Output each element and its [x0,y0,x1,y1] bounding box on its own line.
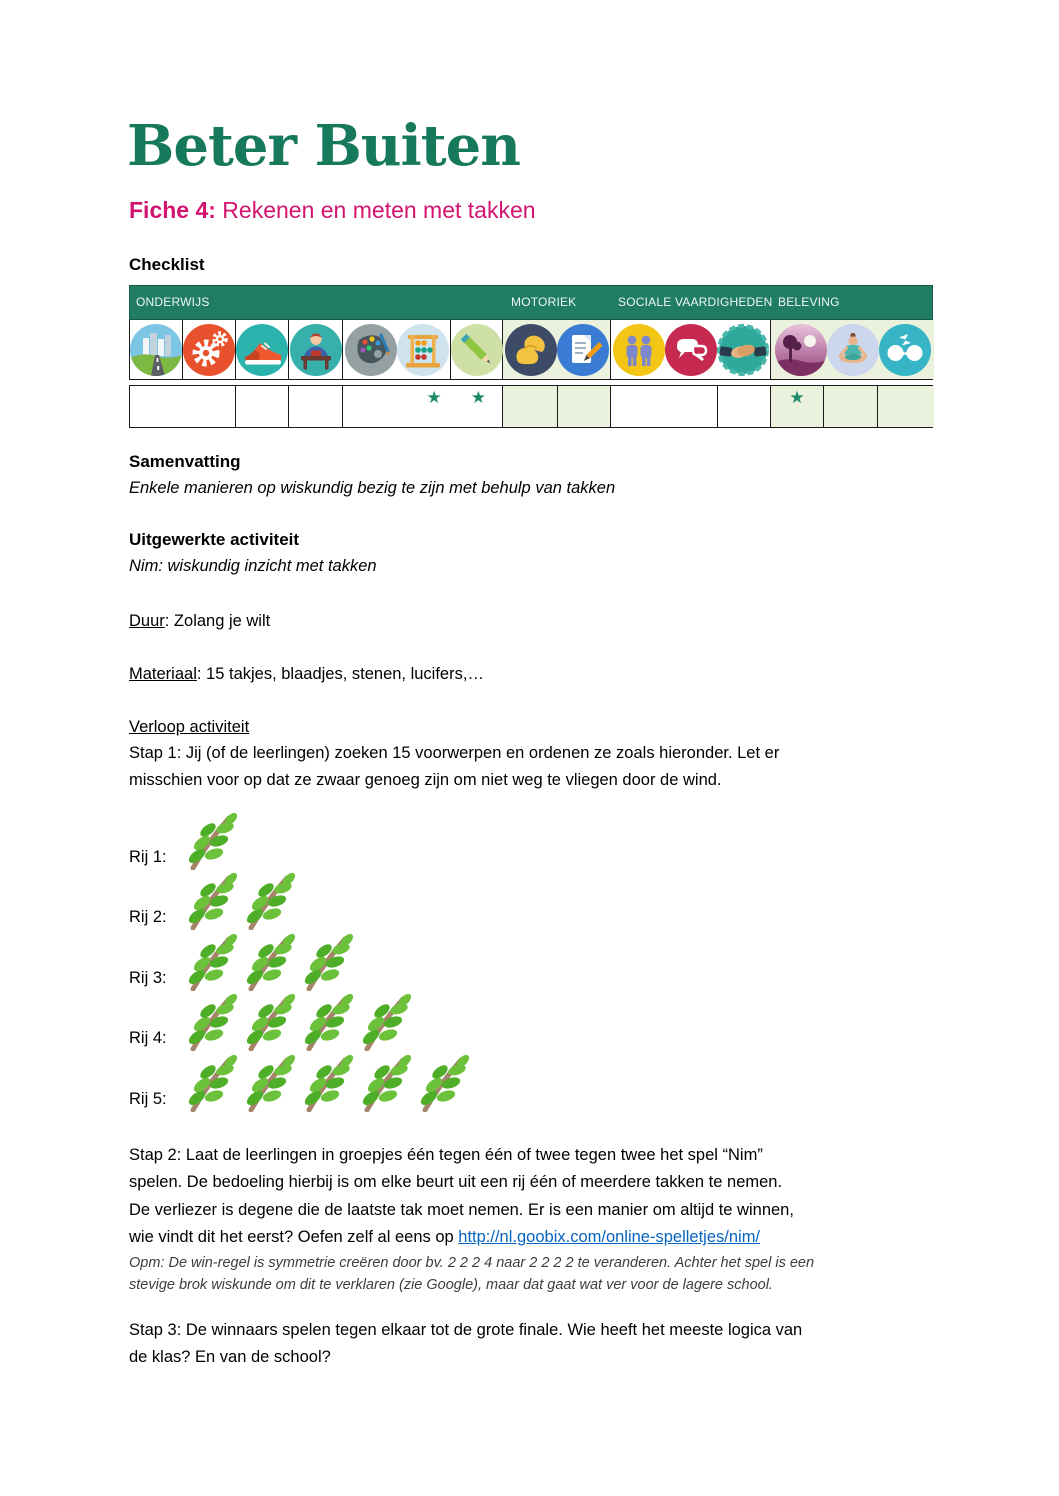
twig-icon [357,993,413,1051]
star-cell [343,386,503,427]
opm-line1: Opm: De win-regel is symmetrie creëren door bv. 2 2 2 4 naar 2 2 2 2 te veranderen. Achter het spel is een [129,1255,815,1271]
icon-cell [183,320,236,379]
stap1-line1: Stap 1: Jij (of de leerlingen) zoeken 15 voorwerpen en ordenen ze zoals hieronder. Let er [129,744,780,762]
art-palette-icon [345,324,397,376]
samenvatting-text: Enkele manieren op wiskundig bezig te zijn met behulp van takken [129,479,616,497]
icon-cell [611,320,771,379]
twig-row-3 [129,933,355,991]
stap3-paragraph [129,1317,949,1372]
muscle-arm-icon [505,324,557,376]
stap3-line1: Stap 3: De winnaars spelen tegen elkaar tot de grote finale. Wie heeft het meeste logica van [129,1321,803,1339]
twig-group [183,933,355,991]
stap1-paragraph [129,740,939,795]
star-cell [718,386,771,427]
stap2-paragraph [129,1142,949,1252]
row-label: Rij 3: [129,969,167,987]
twig-icon [299,933,355,991]
uitgewerkte-text: Nim: wiskundig inzicht met takken [129,557,377,575]
star-tree: ★ [789,388,805,407]
subtitle-prefix: Fiche 4: [129,197,216,223]
stap2-line4 [129,1224,949,1251]
materiaal-line [129,661,484,688]
tree-landscape-icon [775,324,827,376]
row-label: Rij 4: [129,1029,167,1047]
row-label: Rij 1: [129,848,167,866]
materiaal-text: : 15 takjes, blaadjes, stenen, lucifers,… [196,665,484,683]
twig-group [183,872,297,930]
page-subtitle [129,197,536,225]
star-pencil: ★ [470,388,486,407]
star-cell [130,386,236,427]
category-beleving: BELEVING [778,295,840,309]
row-label: Rij 5: [129,1090,167,1108]
running-shoe-icon [236,324,288,376]
teacher-desk-icon [290,324,342,376]
star-cell [824,386,878,427]
icon-cell [451,320,503,379]
twig-icon [183,993,239,1051]
stap2-line1: Stap 2: Laat de leerlingen in groepjes één tegen één of twee tegen twee het spel “Nim” [129,1146,763,1164]
twig-group [183,812,239,870]
icon-cell [771,320,934,379]
icon-cell [289,320,343,379]
nim-game-link[interactable]: http://nl.goobix.com/online-spelletjes/nim/ [458,1228,761,1247]
page-title: Beter Buiten [127,113,520,179]
twig-icon [241,933,297,991]
twig-group [183,1054,471,1112]
opm-line2: stevige brok wiskunde om dit te verklaren (zie Google), maar dat gaat wat ver voor de lagere school. [129,1277,773,1293]
duur-text: : Zolang je wilt [164,612,271,630]
document-pencil-icon [557,324,609,376]
twig-icon [299,1054,355,1112]
speech-bubbles-icon [665,324,717,376]
category-onderwijs: ONDERWIJS [136,295,210,309]
two-people-icon [613,324,665,376]
twig-icon [241,872,297,930]
checklist-category-header [129,285,933,320]
stap2-line3: De verliezer is degene die de laatste tak moet nemen. Er is een manier om altijd te winnen, [129,1200,794,1219]
checklist-table [129,285,933,428]
samenvatting-heading: Samenvatting [129,452,241,471]
verloop-heading: Verloop activiteit [129,718,250,736]
category-sociale-vaardigheden: SOCIALE VAARDIGHEDEN [618,295,773,309]
twig-icon [299,993,355,1051]
subtitle-rest: Rekenen en meten met takken [215,197,536,223]
gears-icon [183,324,235,376]
city-skyline-icon [130,324,182,376]
star-cell [236,386,289,427]
duur-line [129,608,270,635]
stap2-line4-pre: wie vindt dit het eerst? Oefen zelf al eens op [129,1228,459,1247]
abacus-icon [397,324,449,376]
uitgewerkte-heading: Uitgewerkte activiteit [129,530,300,549]
star-cell [558,386,611,427]
twig-icon [183,812,239,870]
twig-row-1 [129,812,239,870]
checklist-star-row [129,385,933,428]
star-cell [878,386,934,427]
twig-icon [183,872,239,930]
checklist-heading: Checklist [129,255,205,274]
twig-icon [357,1054,413,1112]
category-motoriek: MOTORIEK [511,295,577,309]
twig-row-4 [129,993,413,1051]
twig-icon [415,1054,471,1112]
star-cell [289,386,343,427]
duur-label: Duur [129,612,165,630]
materiaal-label: Materiaal [129,665,197,683]
twig-row-2 [129,872,297,930]
twig-icon [183,933,239,991]
pencil-icon [451,324,503,376]
handshake-icon [717,324,769,376]
icon-cell [503,320,611,379]
twig-row-5 [129,1054,471,1112]
meditation-icon [827,324,879,376]
star-abacus: ★ [426,388,442,407]
icon-cell [130,320,183,379]
opm-note [129,1252,949,1296]
row-label: Rij 2: [129,908,167,926]
star-cell [503,386,558,427]
stap3-line2: de klas? En van de school? [129,1348,331,1367]
twig-group [183,993,413,1051]
stap1-line2: misschien voor op dat ze zwaar genoeg zijn om niet weg te vliegen door de wind. [129,771,722,790]
twig-icon [183,1054,239,1112]
twig-icon [241,993,297,1051]
icon-cell [236,320,289,379]
checklist-icon-row [129,320,933,380]
icon-cell [343,320,451,379]
stap2-line2: spelen. De bedoeling hierbij is om elke beurt uit een rij één of meerdere takken te nemen. [129,1173,783,1192]
star-cell [771,386,824,427]
twig-icon [241,1054,297,1112]
discussion-heads-icon [879,324,931,376]
star-cell [611,386,718,427]
